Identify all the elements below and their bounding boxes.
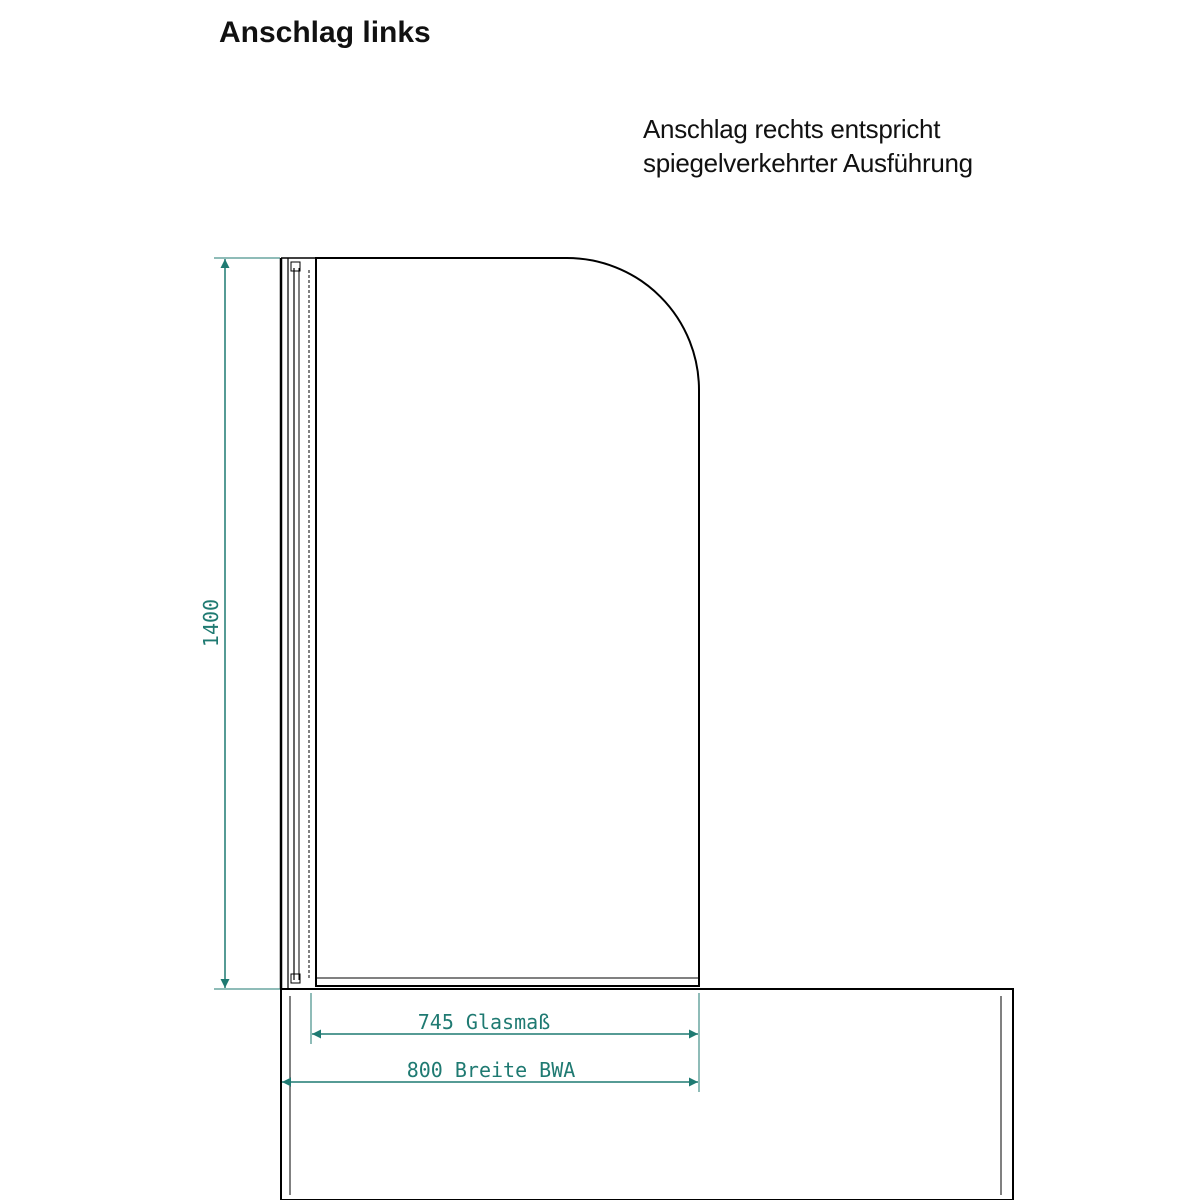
bathtub-outline <box>281 989 1013 1200</box>
mirror-note-line-2: spiegelverkehrter Ausführung <box>643 148 973 178</box>
total-width-label: 800 Breite BWA <box>406 1058 576 1082</box>
wall-profile <box>281 258 316 989</box>
glass-width-label: 745 Glasmaß <box>417 1010 551 1034</box>
mirror-note-line-1: Anschlag rechts entspricht <box>643 114 941 144</box>
height-dimension <box>214 258 280 989</box>
bathtub <box>281 989 1013 1200</box>
drawing-title: Anschlag links <box>219 16 431 49</box>
height-label: 1400 <box>199 598 223 648</box>
glass-panel <box>316 258 699 986</box>
glass-outline <box>316 258 699 986</box>
